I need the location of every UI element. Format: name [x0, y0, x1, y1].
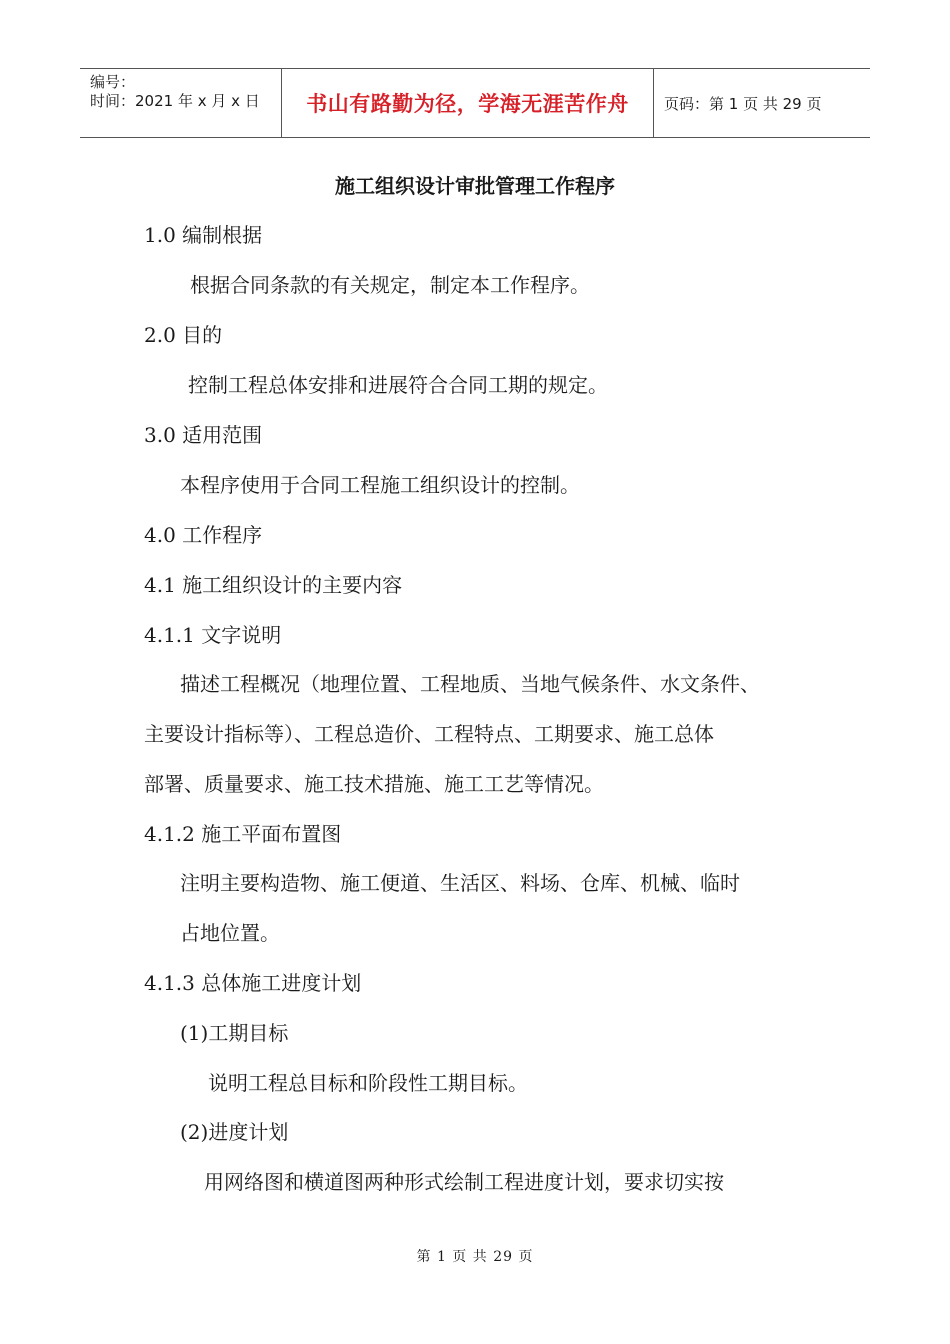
page-footer: 第 1 页 共 29 页 [416, 1249, 534, 1265]
subsection-heading: 4.1 施工组织设计的主要内容 [144, 573, 403, 597]
subsection-heading: 4.1.3 总体施工进度计划 [144, 971, 362, 995]
section-heading: 2.0 目的 [144, 323, 223, 347]
paragraph-line: 用网络图和横道图两种形式绘制工程进度计划，要求切实按 [204, 1170, 724, 1194]
page-header [80, 68, 870, 138]
paragraph-line: 主要设计指标等）、工程总造价、工程特点、工期要求、施工总体 [144, 722, 714, 746]
list-item-heading: (1)工期目标 [180, 1021, 289, 1045]
paragraph-line: 根据合同条款的有关规定，制定本工作程序。 [190, 273, 590, 297]
paragraph-line: 注明主要构造物、施工便道、生活区、料场、仓库、机械、临时 [180, 871, 740, 895]
section-heading: 1.0 编制根据 [144, 223, 263, 247]
document-time-label: 时间：2021 年 x 月 x 日 [90, 92, 260, 110]
header-meta [80, 69, 282, 137]
subsection-heading: 4.1.1 文字说明 [144, 623, 282, 647]
list-item-heading: (2)进度计划 [180, 1120, 289, 1144]
document-number-label: 编号： [90, 73, 136, 91]
subsection-heading: 4.1.2 施工平面布置图 [144, 822, 342, 846]
paragraph-line: 控制工程总体安排和进展符合合同工期的规定。 [188, 373, 608, 397]
paragraph-line: 说明工程总目标和阶段性工期目标。 [208, 1071, 528, 1095]
document-title: 施工组织设计审批管理工作程序 [335, 174, 615, 198]
paragraph-line: 占地位置。 [180, 921, 280, 945]
paragraph-line: 部署、质量要求、施工技术措施、施工工艺等情况。 [144, 772, 604, 796]
paragraph-line: 描述工程概况（地理位置、工程地质、当地气候条件、水文条件、 [180, 672, 760, 696]
header-page-info: 页码：第 1 页 共 29 页 [664, 94, 822, 113]
paragraph-line: 本程序使用于合同工程施工组织设计的控制。 [180, 473, 580, 497]
section-heading: 4.0 工作程序 [144, 523, 263, 547]
section-heading: 3.0 适用范围 [144, 423, 263, 447]
header-motto: 书山有路勤为径，学海无涯苦作舟 [282, 69, 654, 137]
